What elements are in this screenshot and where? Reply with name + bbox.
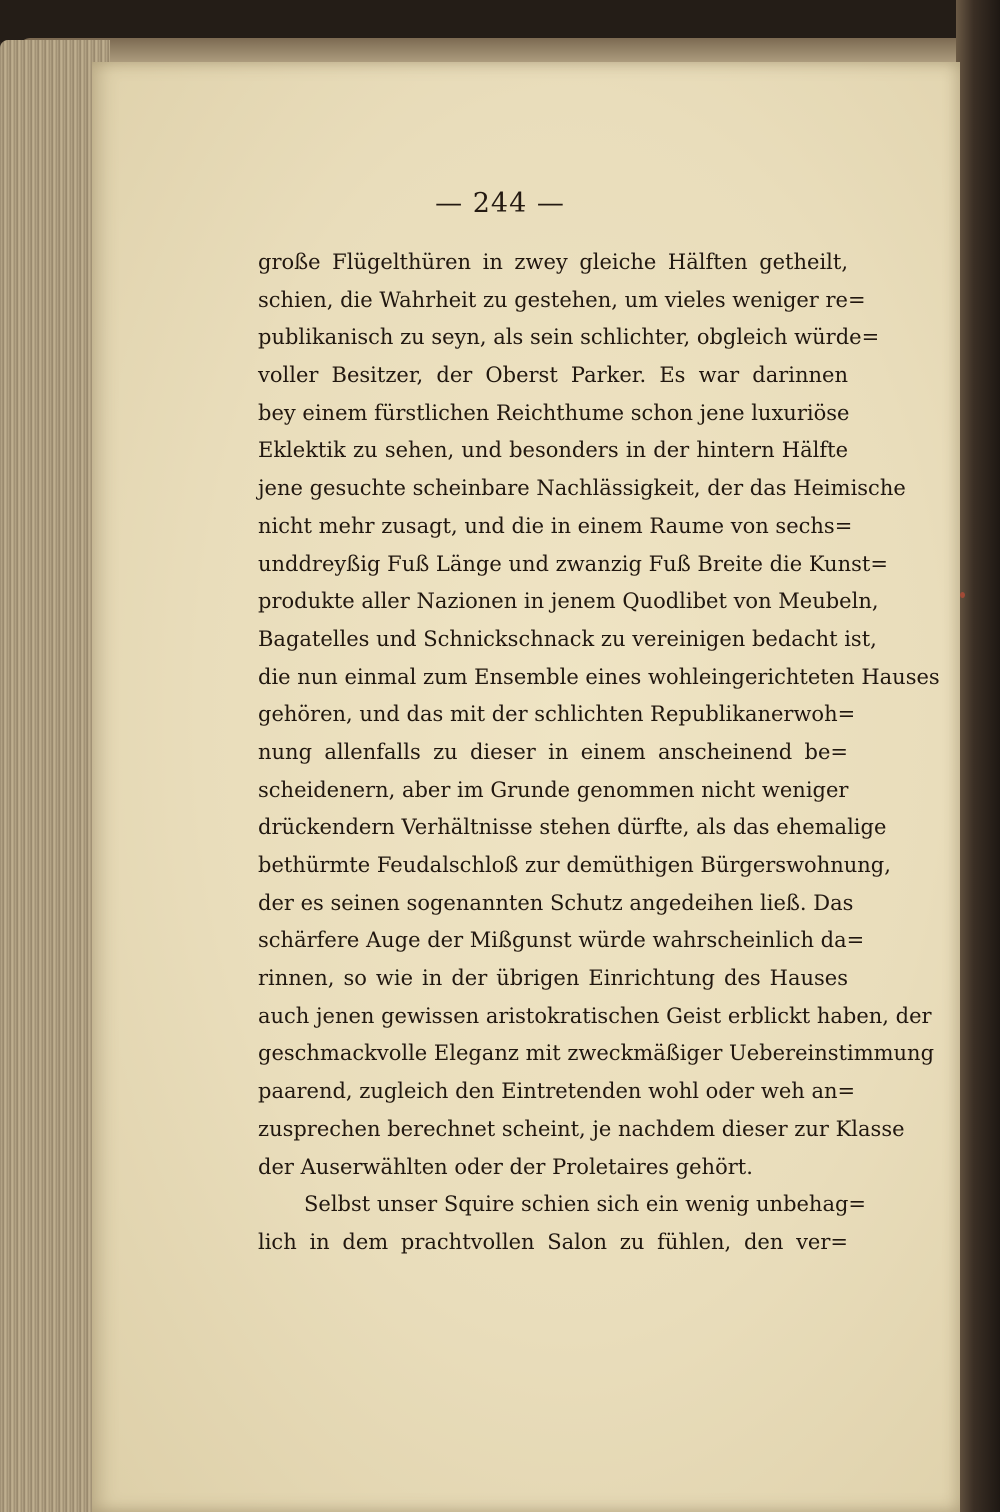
text-line: gehören, und das mit der schlichten Republikanerwoh= <box>258 702 856 727</box>
paper-speck <box>960 592 965 598</box>
text-line: der es seinen sogenannten Schutz angedeihen ließ. Das <box>258 890 854 915</box>
text-line: publikanisch zu seyn, als sein schlichter, obgleich würde= <box>258 325 880 350</box>
body-text <box>258 244 940 1262</box>
text-line: schien, die Wahrheit zu gestehen, um vieles weniger re= <box>258 287 866 312</box>
text-line: voller Besitzer, der Oberst Parker. Es war darinnen <box>258 363 848 388</box>
text-line: bey einem fürstlichen Reichthume schon jene luxuriöse <box>258 400 850 425</box>
text-line: schärfere Auge der Mißgunst würde wahrscheinlich da= <box>258 928 865 953</box>
text-line: drückendern Verhältnisse stehen dürfte, als das ehemalige <box>258 815 887 840</box>
text-line: scheidenern, aber im Grunde genommen nicht weniger <box>258 777 849 802</box>
text-line: Eklektik zu sehen, und besonders in der hintern Hälfte <box>258 438 848 463</box>
text-line: unddreyßig Fuß Länge und zwanzig Fuß Breite die Kunst= <box>258 551 888 576</box>
text-line: produkte aller Nazionen in jenem Quodlibet von Meubeln, <box>258 589 879 614</box>
text-line: zusprechen berechnet scheint, je nachdem dieser zur Klasse <box>258 1116 905 1141</box>
text-line: Bagatelles und Schnickschnack zu vereinigen bedacht ist, <box>258 626 877 651</box>
text-line: paarend, zugleich den Eintretenden wohl oder weh an= <box>258 1079 856 1104</box>
text-line: Selbst unser Squire schien sich ein wenig unbehag= <box>304 1192 867 1217</box>
text-line: auch jenen gewissen aristokratischen Geist erblickt haben, der <box>258 1003 932 1028</box>
text-line: jene gesuchte scheinbare Nachlässigkeit, der das Heimische <box>258 476 906 501</box>
page-number: — 244 — <box>435 188 565 219</box>
text-line: die nun einmal zum Ensemble eines wohleingerichteten Hauses <box>258 664 940 689</box>
text-line: der Auserwählten oder der Proletaires gehört. <box>258 1154 753 1179</box>
background-top <box>0 0 1000 42</box>
text-line: nung allenfalls zu dieser in einem anscheinend be= <box>258 739 848 764</box>
text-line: große Flügelthüren in zwey gleiche Hälften getheilt, <box>258 250 848 274</box>
text-line: rinnen, so wie in der übrigen Einrichtung des Hauses <box>258 966 848 991</box>
text-line: lich in dem prachtvollen Salon zu fühlen, den ver= <box>258 1229 848 1254</box>
book-cover-edge <box>956 0 1000 1512</box>
text-line: geschmackvolle Eleganz mit zweckmäßiger Uebereinstimmung <box>258 1041 935 1066</box>
text-line: nicht mehr zusagt, und die in einem Raume von sechs= <box>258 513 853 538</box>
text-line: bethürmte Feudalschloß zur demüthigen Bürgerswohnung, <box>258 853 891 877</box>
